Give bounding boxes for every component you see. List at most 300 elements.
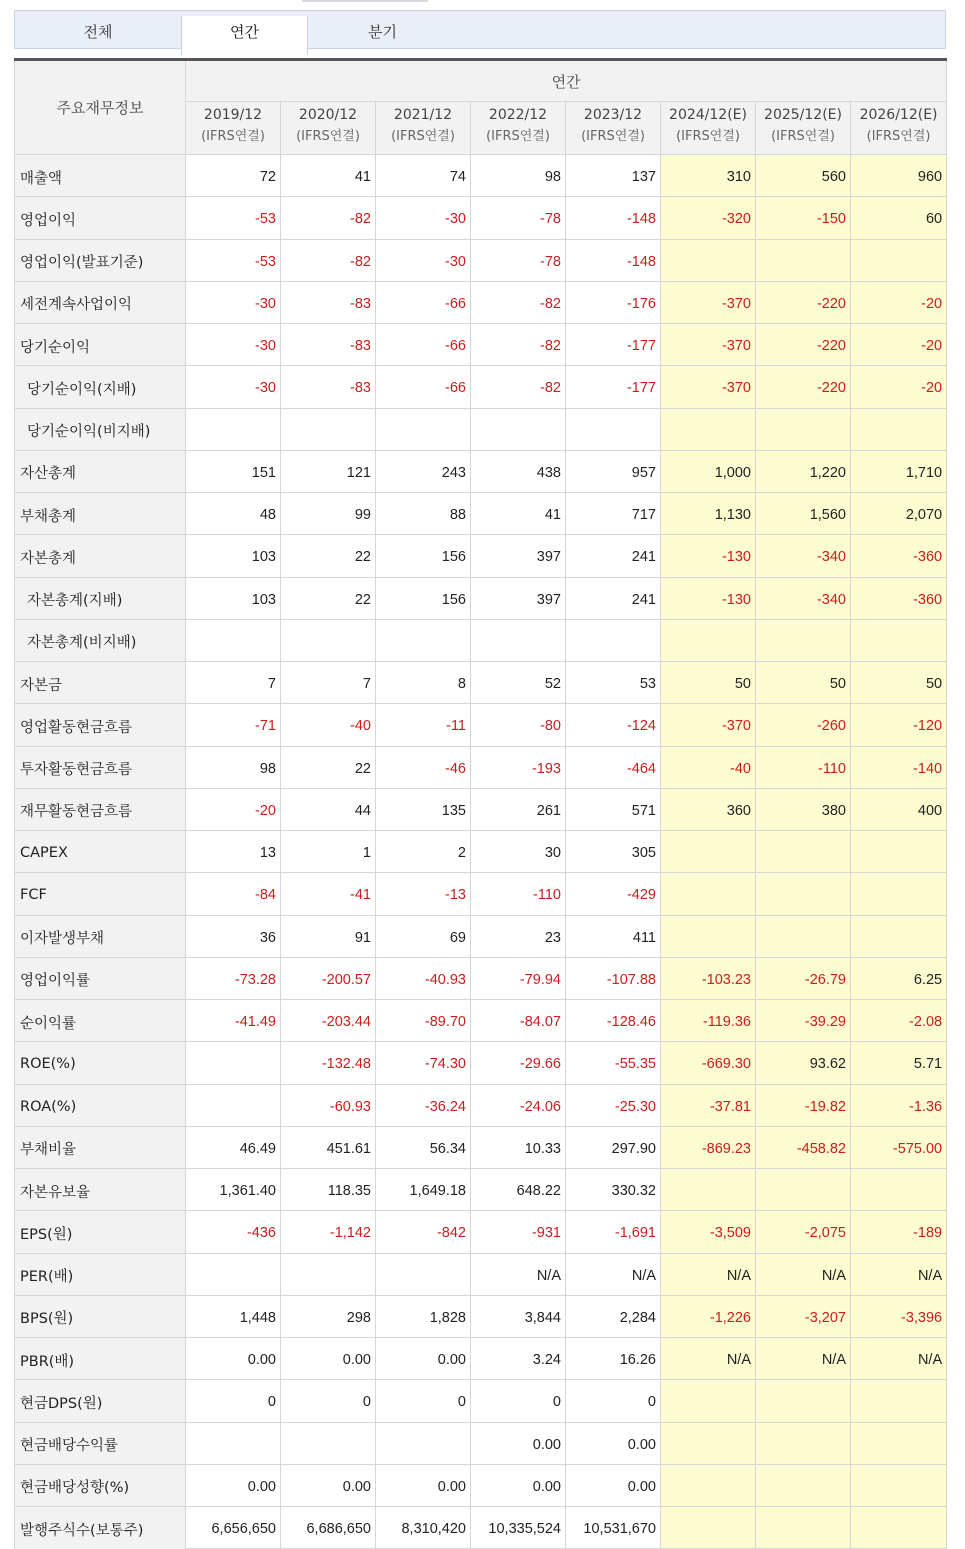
table-cell <box>851 1169 947 1211</box>
table-cell: 1,560 <box>756 493 851 535</box>
table-cell <box>851 408 947 450</box>
table-cell <box>756 619 851 661</box>
table-cell <box>281 1422 376 1464</box>
table-cell: -177 <box>566 324 661 366</box>
period-label: 2025/12(E) <box>764 107 842 123</box>
table-cell: 99 <box>281 493 376 535</box>
table-cell: 380 <box>756 788 851 830</box>
table-cell <box>186 1084 281 1126</box>
table-cell: -370 <box>661 324 756 366</box>
table-cell: 0.00 <box>471 1464 566 1506</box>
table-cell: 960 <box>851 155 947 197</box>
table-cell: -82 <box>471 324 566 366</box>
table-cell <box>661 1464 756 1506</box>
table-cell <box>756 1507 851 1549</box>
tab-quarterly[interactable]: 분기 <box>368 23 397 41</box>
table-cell <box>756 1422 851 1464</box>
table-cell <box>471 408 566 450</box>
table-row <box>15 1507 947 1549</box>
table-cell: 52 <box>471 662 566 704</box>
table-cell: -3,396 <box>851 1295 947 1337</box>
table-row <box>15 1295 947 1337</box>
table-cell: 1,649.18 <box>376 1169 471 1211</box>
row-label: 이자발생부채 <box>15 915 186 957</box>
table-cell <box>851 1380 947 1422</box>
period-header <box>661 102 756 155</box>
table-cell: 103 <box>186 535 281 577</box>
table-cell: -842 <box>376 1211 471 1253</box>
table-cell: 50 <box>756 662 851 704</box>
table-cell: -20 <box>851 324 947 366</box>
table-cell: -30 <box>376 197 471 239</box>
table-cell: 305 <box>566 831 661 873</box>
table-cell: 1,710 <box>851 450 947 492</box>
table-cell: -260 <box>756 704 851 746</box>
table-cell: -130 <box>661 577 756 619</box>
table-cell: 46.49 <box>186 1126 281 1168</box>
period-basis: (IFRS연결) <box>391 129 455 144</box>
table-cell: -83 <box>281 324 376 366</box>
table-cell: 5.71 <box>851 1042 947 1084</box>
table-cell <box>186 619 281 661</box>
table-cell: -30 <box>186 324 281 366</box>
table-cell: -82 <box>471 281 566 323</box>
table-cell: N/A <box>471 1253 566 1295</box>
table-cell: N/A <box>756 1338 851 1380</box>
table-cell: -1,691 <box>566 1211 661 1253</box>
row-label: 부채비율 <box>15 1126 186 1168</box>
table-cell: 0.00 <box>281 1338 376 1380</box>
table-cell: -370 <box>661 366 756 408</box>
row-label: 현금DPS(원) <box>15 1380 186 1422</box>
table-cell: -200.57 <box>281 957 376 999</box>
table-cell <box>756 873 851 915</box>
table-cell <box>471 619 566 661</box>
table-row <box>15 788 947 830</box>
table-cell: -110 <box>471 873 566 915</box>
table-row <box>15 662 947 704</box>
row-label: 현금배당수익률 <box>15 1422 186 1464</box>
table-cell: 22 <box>281 746 376 788</box>
table-cell: -53 <box>186 197 281 239</box>
period-header <box>281 102 376 155</box>
table-cell: -39.29 <box>756 1000 851 1042</box>
table-cell: 2 <box>376 831 471 873</box>
table-cell: -40.93 <box>376 957 471 999</box>
row-label: 자본총계(지배) <box>15 577 186 619</box>
table-cell: 50 <box>851 662 947 704</box>
table-row <box>15 1126 947 1168</box>
row-label: 영업이익률 <box>15 957 186 999</box>
table-cell: 6,686,650 <box>281 1507 376 1549</box>
table-cell: 298 <box>281 1295 376 1337</box>
row-label: EPS(원) <box>15 1211 186 1253</box>
table-cell: -26.79 <box>756 957 851 999</box>
table-cell <box>756 1464 851 1506</box>
table-cell: 2,070 <box>851 493 947 535</box>
table-cell: -107.88 <box>566 957 661 999</box>
row-label: 투자활동현금흐름 <box>15 746 186 788</box>
table-cell <box>281 408 376 450</box>
period-label: 2021/12 <box>393 107 453 123</box>
table-cell: 717 <box>566 493 661 535</box>
table-cell: N/A <box>756 1253 851 1295</box>
period-basis: (IFRS연결) <box>581 129 645 144</box>
table-row <box>15 1169 947 1211</box>
table-cell: 23 <box>471 915 566 957</box>
table-cell: 451.61 <box>281 1126 376 1168</box>
table-cell: 1,361.40 <box>186 1169 281 1211</box>
table-cell: 56.34 <box>376 1126 471 1168</box>
table-row <box>15 1042 947 1084</box>
table-cell <box>851 239 947 281</box>
row-label: 당기순이익(지배) <box>15 366 186 408</box>
table-cell: 7 <box>186 662 281 704</box>
period-basis: (IFRS연결) <box>676 129 740 144</box>
row-label: 자본금 <box>15 662 186 704</box>
table-row <box>15 281 947 323</box>
table-cell <box>756 831 851 873</box>
table-cell <box>281 1253 376 1295</box>
table-cell: -84 <box>186 873 281 915</box>
table-cell: -30 <box>186 366 281 408</box>
table-cell: N/A <box>851 1253 947 1295</box>
table-cell: -176 <box>566 281 661 323</box>
table-cell: -36.24 <box>376 1084 471 1126</box>
row-label: 자본총계(비지배) <box>15 619 186 661</box>
table-cell: -3,509 <box>661 1211 756 1253</box>
table-cell: -370 <box>661 704 756 746</box>
table-cell: 1,130 <box>661 493 756 535</box>
table-cell: 1,000 <box>661 450 756 492</box>
table-cell: -458.82 <box>756 1126 851 1168</box>
table-cell: -83 <box>281 366 376 408</box>
table-cell <box>661 408 756 450</box>
table-cell: 560 <box>756 155 851 197</box>
table-cell: 98 <box>186 746 281 788</box>
table-cell: 41 <box>471 493 566 535</box>
table-cell: 44 <box>281 788 376 830</box>
table-cell: 0.00 <box>186 1338 281 1380</box>
table-cell: -53 <box>186 239 281 281</box>
table-cell <box>376 1253 471 1295</box>
period-label: 2024/12(E) <box>669 107 747 123</box>
table-cell: 243 <box>376 450 471 492</box>
table-cell: -177 <box>566 366 661 408</box>
table-row <box>15 450 947 492</box>
table-cell: 22 <box>281 577 376 619</box>
table-cell: 151 <box>186 450 281 492</box>
table-cell <box>851 619 947 661</box>
table-cell: -110 <box>756 746 851 788</box>
table-cell: -869.23 <box>661 1126 756 1168</box>
table-cell <box>756 408 851 450</box>
table-cell: 30 <box>471 831 566 873</box>
period-header <box>851 102 947 155</box>
top-scroll-strip <box>302 0 428 2</box>
period-label: 2019/12 <box>203 107 263 123</box>
table-cell: -320 <box>661 197 756 239</box>
table-cell: 7 <box>281 662 376 704</box>
row-label: PBR(배) <box>15 1338 186 1380</box>
table-cell: 22 <box>281 535 376 577</box>
table-cell <box>661 1507 756 1549</box>
table-row <box>15 1000 947 1042</box>
period-label: 2020/12 <box>298 107 358 123</box>
table-cell <box>376 1422 471 1464</box>
table-cell: -189 <box>851 1211 947 1253</box>
table-row <box>15 197 947 239</box>
table-cell: -220 <box>756 281 851 323</box>
table-cell: -83 <box>281 281 376 323</box>
table-cell <box>661 1422 756 1464</box>
table-cell: -340 <box>756 577 851 619</box>
table-row <box>15 1253 947 1295</box>
table-cell <box>756 1380 851 1422</box>
table-cell: 330.32 <box>566 1169 661 1211</box>
table-cell: 241 <box>566 577 661 619</box>
table-cell <box>186 1253 281 1295</box>
row-label: 매출액 <box>15 155 186 197</box>
table-cell: -84.07 <box>471 1000 566 1042</box>
period-label: 2023/12 <box>583 107 643 123</box>
row-label: 재무활동현금흐름 <box>15 788 186 830</box>
period-basis: (IFRS연결) <box>866 129 931 144</box>
table-row <box>15 1464 947 1506</box>
table-cell: -40 <box>661 746 756 788</box>
table-cell: 957 <box>566 450 661 492</box>
row-label: 부채총계 <box>15 493 186 535</box>
table-cell: 36 <box>186 915 281 957</box>
table-cell: -103.23 <box>661 957 756 999</box>
table-cell <box>566 619 661 661</box>
table-cell: 0.00 <box>471 1422 566 1464</box>
table-cell: 438 <box>471 450 566 492</box>
table-row <box>15 493 947 535</box>
table-cell <box>756 1169 851 1211</box>
table-cell: -130 <box>661 535 756 577</box>
table-cell <box>661 619 756 661</box>
table-cell: 3.24 <box>471 1338 566 1380</box>
table-cell: -20 <box>186 788 281 830</box>
table-cell: 156 <box>376 577 471 619</box>
table-row <box>15 535 947 577</box>
table-cell: 8 <box>376 662 471 704</box>
table-cell: N/A <box>661 1338 756 1380</box>
row-label: BPS(원) <box>15 1295 186 1337</box>
table-row <box>15 1211 947 1253</box>
table-cell: -340 <box>756 535 851 577</box>
row-label: 현금배당성향(%) <box>15 1464 186 1506</box>
table-cell: 0 <box>281 1380 376 1422</box>
table-cell: -46 <box>376 746 471 788</box>
table-cell: -2,075 <box>756 1211 851 1253</box>
table-cell: 93.62 <box>756 1042 851 1084</box>
table-cell: -132.48 <box>281 1042 376 1084</box>
table-cell: -128.46 <box>566 1000 661 1042</box>
period-basis: (IFRS연결) <box>486 129 550 144</box>
table-cell: -74.30 <box>376 1042 471 1084</box>
table-cell: -19.82 <box>756 1084 851 1126</box>
table-row <box>15 1422 947 1464</box>
table-cell: 1,220 <box>756 450 851 492</box>
row-label: 발행주식수(보통주) <box>15 1507 186 1549</box>
table-row <box>15 704 947 746</box>
table-cell: -370 <box>661 281 756 323</box>
table-cell: -41 <box>281 873 376 915</box>
table-cell: 135 <box>376 788 471 830</box>
table-cell <box>851 873 947 915</box>
table-cell: -71 <box>186 704 281 746</box>
row-label: 당기순이익(비지배) <box>15 408 186 450</box>
table-row <box>15 746 947 788</box>
period-header <box>376 102 471 155</box>
table-cell: N/A <box>851 1338 947 1380</box>
table-cell: 0 <box>471 1380 566 1422</box>
period-basis: (IFRS연결) <box>201 129 265 144</box>
table-cell <box>661 831 756 873</box>
table-cell: -203.44 <box>281 1000 376 1042</box>
table-row <box>15 324 947 366</box>
table-cell <box>851 1464 947 1506</box>
table-cell: -429 <box>566 873 661 915</box>
tab-annual[interactable]: 연간 <box>181 16 308 55</box>
table-cell: -25.30 <box>566 1084 661 1126</box>
table-cell: -360 <box>851 535 947 577</box>
table-cell <box>756 239 851 281</box>
table-cell: -119.36 <box>661 1000 756 1042</box>
table-cell: 0.00 <box>566 1422 661 1464</box>
table-cell <box>661 873 756 915</box>
table-cell: 156 <box>376 535 471 577</box>
table-cell: 0 <box>186 1380 281 1422</box>
table-cell: -220 <box>756 366 851 408</box>
table-cell <box>756 915 851 957</box>
table-cell: 98 <box>471 155 566 197</box>
table-cell: 261 <box>471 788 566 830</box>
table-cell: 0.00 <box>376 1464 471 1506</box>
table-cell <box>376 408 471 450</box>
table-cell: 16.26 <box>566 1338 661 1380</box>
table-cell: -148 <box>566 197 661 239</box>
table-cell: 0.00 <box>566 1464 661 1506</box>
table-row <box>15 1338 947 1380</box>
table-cell <box>186 1422 281 1464</box>
table-cell: -3,207 <box>756 1295 851 1337</box>
table-cell: 48 <box>186 493 281 535</box>
table-row <box>15 831 947 873</box>
table-row <box>15 1084 947 1126</box>
row-label: FCF <box>15 873 186 915</box>
table-cell: 297.90 <box>566 1126 661 1168</box>
table-cell: 3,844 <box>471 1295 566 1337</box>
table-cell: -140 <box>851 746 947 788</box>
table-cell <box>661 915 756 957</box>
row-label: 자본총계 <box>15 535 186 577</box>
table-cell: -30 <box>186 281 281 323</box>
table-cell: 1 <box>281 831 376 873</box>
table-cell: -120 <box>851 704 947 746</box>
table-cell <box>851 1422 947 1464</box>
table-cell: -436 <box>186 1211 281 1253</box>
table-row <box>15 155 947 197</box>
table-cell: 103 <box>186 577 281 619</box>
table-cell: 10,531,670 <box>566 1507 661 1549</box>
table-cell: 397 <box>471 577 566 619</box>
table-cell: 13 <box>186 831 281 873</box>
table-row <box>15 619 947 661</box>
table-cell <box>186 408 281 450</box>
row-label: 영업이익(발표기준) <box>15 239 186 281</box>
table-row <box>15 366 947 408</box>
table-cell <box>661 1380 756 1422</box>
table-cell: N/A <box>566 1253 661 1295</box>
row-label: CAPEX <box>15 831 186 873</box>
row-label: 당기순이익 <box>15 324 186 366</box>
table-cell: -575.00 <box>851 1126 947 1168</box>
table-row <box>15 957 947 999</box>
table-cell: 121 <box>281 450 376 492</box>
table-cell: -89.70 <box>376 1000 471 1042</box>
table-cell: -40 <box>281 704 376 746</box>
tab-all[interactable]: 전체 <box>83 23 113 41</box>
table-cell: 411 <box>566 915 661 957</box>
table-cell: 0 <box>566 1380 661 1422</box>
table-cell: 53 <box>566 662 661 704</box>
table-cell: -11 <box>376 704 471 746</box>
table-cell: -29.66 <box>471 1042 566 1084</box>
table-cell: 241 <box>566 535 661 577</box>
table-cell: -55.35 <box>566 1042 661 1084</box>
table-cell <box>851 1507 947 1549</box>
table-cell: -78 <box>471 239 566 281</box>
table-cell: 41 <box>281 155 376 197</box>
table-cell: -82 <box>281 239 376 281</box>
table-cell: -2.08 <box>851 1000 947 1042</box>
table-cell: -66 <box>376 281 471 323</box>
table-row <box>15 873 947 915</box>
table-cell: -669.30 <box>661 1042 756 1084</box>
table-cell: -148 <box>566 239 661 281</box>
table-cell <box>281 619 376 661</box>
group-label: 연간 <box>186 60 947 102</box>
table-cell: 571 <box>566 788 661 830</box>
table-cell <box>851 915 947 957</box>
table-cell: -13 <box>376 873 471 915</box>
table-cell: -20 <box>851 366 947 408</box>
table-cell: 118.35 <box>281 1169 376 1211</box>
row-label: PER(배) <box>15 1253 186 1295</box>
table-cell: -30 <box>376 239 471 281</box>
table-cell: 0.00 <box>281 1464 376 1506</box>
table-cell: 8,310,420 <box>376 1507 471 1549</box>
row-label: ROA(%) <box>15 1084 186 1126</box>
table-cell: 50 <box>661 662 756 704</box>
table-cell: 6,656,650 <box>186 1507 281 1549</box>
table-row <box>15 408 947 450</box>
corner-label: 주요재무정보 <box>15 60 186 155</box>
table-cell: -20 <box>851 281 947 323</box>
table-row <box>15 1380 947 1422</box>
table-cell <box>661 1169 756 1211</box>
period-basis: (IFRS연결) <box>296 129 360 144</box>
table-cell: 1,448 <box>186 1295 281 1337</box>
financial-summary-table <box>14 58 947 1549</box>
table-cell: 0 <box>376 1380 471 1422</box>
period-header <box>566 102 661 155</box>
row-label: 순이익률 <box>15 1000 186 1042</box>
period-label: 2022/12 <box>488 107 548 123</box>
